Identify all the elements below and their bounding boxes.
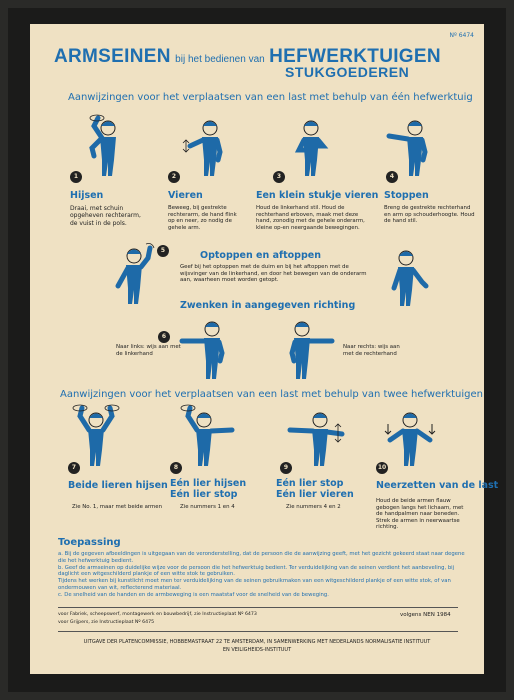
poster-number: Nº 6474 (449, 32, 474, 39)
footer-divider-2 (58, 631, 458, 632)
signal-label-klein-stukje-vieren: Een klein stukje vieren (256, 190, 379, 201)
figure-een-lier-hijsen (178, 402, 234, 468)
toepassing-item-b: b. Geef de armseinen op duidelijke wijze voor de persoon die het hefwerktuig bedient. Ter verduidelijking van de seinen verdient het aanbeveling, bij daglicht een witgeschilderd plankje of een witte stok te gebruiken. (58, 564, 455, 578)
signal-text-optoppen: Geef bij het optoppen met de duim en bij het aftoppen met de wijsvinger van de linkerhand, en door het bewegen van de onderarm aan, waarheen moet worden getopt. (180, 264, 367, 284)
signal-number-9: 9 (280, 462, 292, 474)
signal-label-zwenken: Zwenken in aangegeven richting (180, 300, 356, 311)
signal-number-5: 5 (157, 245, 169, 257)
signal-text-zwenken-links: Naar links: wijs aan met de linkerhand (116, 344, 181, 357)
signal-label-beide-lieren-hijsen: Beide lieren hijsen (68, 480, 168, 491)
signal-label-neerzetten: Neerzetten van de last (376, 480, 499, 491)
signal-label-hijsen: Hijsen (70, 190, 104, 201)
section-heading-two-cranes: Aanwijzingen voor het verplaatsen van een last met behulp van twee hefwerktuigen (60, 389, 483, 400)
figure-zwenken-links (178, 315, 234, 381)
toepassing-list (58, 551, 468, 599)
footer-norm: volgens NEN 1984 (400, 612, 451, 618)
signal-label-een-lier-stop: Eén lier stop (170, 489, 238, 500)
poster (30, 24, 499, 674)
figure-zwenken-rechts (280, 315, 336, 381)
signal-label-een-lier-stop-2: Eén lier stop (276, 478, 344, 489)
figure-optoppen (106, 240, 162, 306)
publisher-line-1: UITGAVE DER PLATENCOMMISSIE, HOBBEMASTRAAT 22 TE AMSTERDAM, IN SAMENWERKING MET NEDERLANDS NORMALISATIE INSTITUUT (83, 639, 431, 645)
signal-number-8: 8 (170, 462, 182, 474)
signal-number-3: 3 (273, 171, 285, 183)
title-connector: bij het bedienen van (175, 54, 265, 65)
signal-number-4: 4 (386, 171, 398, 183)
toepassing-item-a: a. Bij de gegeven afbeeldingen is uitgegaan van de veronderstelling, dat de persoon die de aanwijzing geeft, met het gezicht gekeerd staat naar degene die het hefwerktuig bedient. (58, 551, 465, 564)
signal-text-een-lier-hijsen-stop: Zie nummers 1 en 4 (180, 504, 235, 510)
signal-text-stoppen: Breng de gestrekte rechterhand en arm op schouderhoogte. Houd de hand stil. (384, 205, 475, 225)
signal-text-vieren: Beweeg, bij gestrekte rechterarm, de hand flink op en neer, zo nodig de gehele arm. (168, 205, 237, 231)
poster-subtitle: STUKGOEDEREN (285, 64, 410, 80)
figure-aftoppen (378, 242, 434, 308)
signal-text-beide-lieren-hijsen: Zie No. 1, maar met beide armen (72, 504, 163, 510)
figure-hijsen (80, 112, 136, 178)
figure-vieren (180, 112, 236, 178)
signal-number-7: 7 (68, 462, 80, 474)
section-heading-one-crane: Aanwijzingen voor het verplaatsen van een last met behulp van één hefwerktuig (68, 92, 473, 103)
signal-text-zwenken-rechts: Naar rechts: wijs aan met de rechterhand (343, 344, 400, 357)
signal-text-klein-stukje-vieren: Houd de linkerhand stil. Houd de rechterhand erboven, maak met deze hand, zonodig met de gehele onderarm, kleine op-en neergaande bewegingen. (256, 205, 365, 231)
toepassing-heading: Toepassing (58, 537, 121, 548)
title-armseinen: ARMSEINEN (54, 46, 171, 67)
signal-label-een-lier-hijsen: Eén lier hijsen (170, 478, 247, 489)
publisher-line-2 (30, 647, 484, 653)
signal-number-1: 1 (70, 171, 82, 183)
signal-number-10: 10 (376, 462, 388, 474)
publisher-line-2-text: EN VEILIGHEIDS-INSTITUUT (222, 647, 292, 653)
figure-neerzetten (382, 402, 438, 468)
signal-text-neerzetten: Houd de beide armen flauw gebogen langs het lichaam, met de handpalmen naar beneden. Strek de armen in neerwaartse richting. (376, 498, 464, 531)
title-hefwerktuigen: HEFWERKTUIGEN (269, 46, 441, 67)
signal-number-2: 2 (168, 171, 180, 183)
toepassing-item-b-continued: Tijdens het werken bij kunstlicht moet men ter verduidelijking van de seinen gebruikmaken van een witgeschilderd plankje of een witte stok, of van ondermouwen van wit, reflecterend materiaal. (58, 578, 451, 591)
signal-label-optoppen: Optoppen en aftoppen (200, 250, 321, 261)
figure-een-lier-vieren (288, 402, 344, 468)
signal-label-een-lier-vieren: Eén lier vieren (276, 489, 354, 500)
footer-reference-6473: voor Fabriek, scheepswerf, montagewerk en bouwbedrijf, zie Instructieplaat Nº 6473 (58, 612, 257, 617)
signal-text-een-lier-stop-vieren: Zie nummers 4 en 2 (286, 504, 341, 510)
toepassing-item-c: c. De snelheid van de handen en de armbeweging is een maatstaf voor de snelheid van de beweging. (58, 591, 329, 598)
footer-divider (58, 607, 458, 608)
figure-stoppen (385, 112, 441, 178)
figure-beide-lieren-hijsen (68, 402, 124, 468)
footer-reference-6475: voor Grijpers, zie Instructieplaat Nº 6475 (58, 620, 155, 625)
figure-klein-stukje-vieren (283, 112, 339, 178)
signal-label-stoppen: Stoppen (384, 190, 429, 201)
signal-label-vieren: Vieren (168, 190, 203, 201)
signal-number-6: 6 (158, 331, 170, 343)
signal-text-hijsen: Draai, met schuin opgeheven rechterarm, de vuist in de pols. (70, 205, 141, 227)
